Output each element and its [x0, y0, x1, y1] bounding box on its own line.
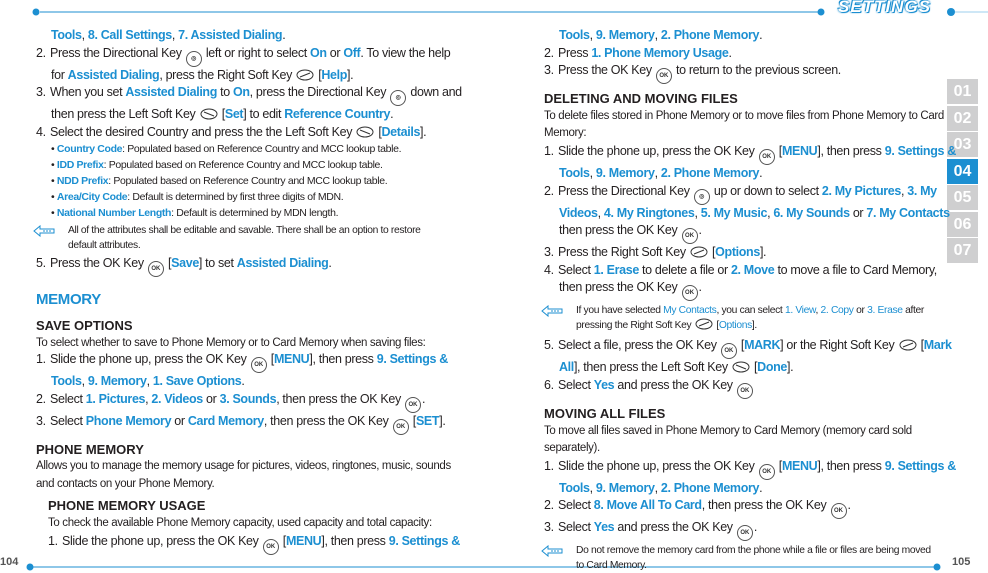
- directional-key-icon: ◎: [390, 90, 406, 106]
- ok-key-icon: OK: [737, 383, 753, 399]
- subsubsection-heading: PHONE MEMORY USAGE: [48, 498, 206, 514]
- chapter-tab[interactable]: 03: [947, 132, 978, 157]
- step-item: 5. Select a file, press the OK Key OK [MARK] or the Right Soft Key [Mark: [544, 337, 936, 359]
- step-item: 2. Press the Directional Key ◎ left or right to select On or Off. To view the help: [36, 45, 441, 67]
- left-soft-key-icon: [200, 108, 218, 120]
- chapter-tab[interactable]: 01: [947, 79, 978, 104]
- right-soft-key-icon: [690, 246, 708, 258]
- ok-key-icon: OK: [682, 285, 698, 301]
- step-item: 3. Select Phone Memory or Card Memory, then press the OK Key OK [SET].: [36, 413, 441, 435]
- text-line: for Assisted Dialing, press the Right Soft Key [Help].: [51, 67, 354, 82]
- list-item: • NDD Prefix: Populated based on Reference Country and MCC lookup table.: [51, 175, 388, 188]
- ok-key-icon: OK: [148, 261, 164, 277]
- note-icon: [540, 305, 568, 317]
- step-item: 1. Slide the phone up, press the OK Key OK [MENU], then press 9. Settings &: [544, 143, 936, 165]
- right-soft-key-icon: [899, 339, 917, 351]
- step-item: 4. Select 1. Erase to delete a file or 2. Move to move a file to Card Memory,: [544, 262, 937, 277]
- ok-key-icon: OK: [393, 419, 409, 435]
- directional-key-icon: ◎: [186, 51, 202, 67]
- step-item: 1. Slide the phone up, press the OK Key OK [MENU], then press 9. Settings &: [36, 351, 441, 373]
- text-line: then press the OK Key OK .: [544, 279, 936, 301]
- ok-key-icon: OK: [263, 539, 279, 555]
- step-item: 3. Press the OK Key OK to return to the previous screen.: [544, 62, 936, 84]
- subsection-heading: PHONE MEMORY: [36, 441, 144, 457]
- paragraph: and contacts on your Phone Memory.: [36, 477, 215, 490]
- note-icon: [32, 225, 60, 237]
- subsection-heading: SAVE OPTIONS: [36, 318, 133, 334]
- step-item: 2. Press the Directional Key ◎ up or down to select 2. My Pictures, 3. My: [544, 183, 936, 205]
- subsection-heading: DELETING AND MOVING FILES: [544, 91, 738, 107]
- ok-key-icon: OK: [721, 343, 737, 359]
- text-line: Tools, 9. Memory, 2. Phone Memory.: [559, 28, 763, 42]
- chapter-tab[interactable]: 06: [947, 212, 978, 237]
- paragraph: Memory:: [544, 127, 587, 140]
- list-item: • IDD Prefix: Populated based on Reference Country and MCC lookup table.: [51, 159, 383, 172]
- list-item: • Area/City Code: Default is determined by first three digits of MDN.: [51, 191, 344, 204]
- step-item: 3. When you set Assisted Dialing to On, press the Directional Key ◎ down and: [36, 84, 441, 106]
- text-line: then press the Left Soft Key [Set] to edit Reference Country.: [51, 107, 394, 122]
- text-line: Tools, 9. Memory, 2. Phone Memory.: [559, 165, 763, 180]
- ok-key-icon: OK: [251, 357, 267, 373]
- step-item: 2. Press 1. Phone Memory Usage.: [544, 45, 732, 60]
- paragraph: To move all files saved in Phone Memory to Card Memory (memory card sold: [544, 424, 912, 437]
- chapter-tab[interactable]: 07: [947, 238, 978, 263]
- page-number-right: 105: [952, 556, 971, 568]
- right-soft-key-icon: [695, 318, 713, 330]
- list-item: • National Number Length: Default is determined by MDN length.: [51, 207, 339, 220]
- step-item: 6. Select Yes and press the OK Key OK: [544, 377, 936, 399]
- ok-key-icon: OK: [682, 228, 698, 244]
- bullet-list: [36, 141, 441, 221]
- paragraph: To delete files stored in Phone Memory or to move files from Phone Memory to Card: [544, 109, 944, 122]
- subsection-heading: MOVING ALL FILES: [544, 405, 666, 421]
- chapter-tab[interactable]: 02: [947, 106, 978, 131]
- chapter-tabs: [947, 79, 978, 265]
- paragraph: To select whether to save to Phone Memory or to Card Memory when saving files:: [36, 336, 426, 349]
- step-item: 3. Select Yes and press the OK Key OK .: [544, 519, 936, 541]
- section-title: SETTINGS: [838, 0, 932, 16]
- ok-key-icon: OK: [737, 525, 753, 541]
- paragraph: separately).: [544, 442, 600, 455]
- directional-key-icon: ◎: [694, 189, 710, 205]
- chapter-tab-active[interactable]: 04: [947, 159, 978, 184]
- step-item: 1. Slide the phone up, press the OK Key OK [MENU], then press 9. Settings &: [544, 458, 936, 480]
- text-line: Tools, 9. Memory, 1. Save Options.: [51, 373, 245, 388]
- section-heading: MEMORY: [36, 291, 101, 309]
- paragraph: Allows you to manage the memory usage for pictures, videos, ringtones, music, sounds: [36, 460, 451, 473]
- text-line: then press the OK Key OK .: [544, 222, 936, 244]
- paragraph: To check the available Phone Memory capacity, used capacity and total capacity:: [48, 516, 432, 529]
- left-soft-key-icon: [356, 126, 374, 138]
- text-line: All], then press the Left Soft Key [Done].: [559, 360, 794, 375]
- text-line: Tools, 8. Call Settings, 7. Assisted Dialing.: [51, 28, 286, 42]
- ok-key-icon: OK: [831, 503, 847, 519]
- ok-key-icon: OK: [405, 397, 421, 413]
- step-item: 5. Press the OK Key OK [Save] to set Assisted Dialing.: [36, 255, 441, 277]
- ok-key-icon: OK: [759, 149, 775, 165]
- step-item: 2. Select 8. Move All To Card, then press the OK Key OK .: [544, 497, 936, 519]
- note: All of the attributes shall be editable and savable. There shall be an option to restore default attributes.: [36, 223, 441, 253]
- note: Do not remove the memory card from the phone while a file or files are being moved to Card Memory.: [544, 543, 936, 573]
- note: If you have selected My Contacts, you can select 1. View, 2. Copy or 3. Erase after pressing the Right Soft Key [Options].: [544, 303, 936, 333]
- right-soft-key-icon: [296, 69, 314, 81]
- text-line: Videos, 4. My Ringtones, 5. My Music, 6. My Sounds or 7. My Contacts: [559, 205, 950, 220]
- step-item: 4. Select the desired Country and press the the Left Soft Key [Details].: [36, 124, 427, 139]
- step-item: 2. Select 1. Pictures, 2. Videos or 3. Sounds, then press the OK Key OK .: [36, 391, 441, 413]
- step-item: 3. Press the Right Soft Key [Options].: [544, 245, 767, 260]
- left-soft-key-icon: [732, 361, 750, 373]
- ok-key-icon: OK: [656, 68, 672, 84]
- left-page: [36, 27, 462, 555]
- text-line: Tools, 9. Memory, 2. Phone Memory.: [559, 480, 763, 495]
- ok-key-icon: OK: [759, 464, 775, 480]
- page-number-left: 104: [0, 556, 19, 568]
- right-page: [544, 27, 956, 573]
- list-item: • Country Code: Populated based on Reference Country and MCC lookup table.: [51, 143, 402, 156]
- step-item: 1. Slide the phone up, press the OK Key OK [MENU], then press 9. Settings &: [36, 533, 441, 555]
- chapter-tab[interactable]: 05: [947, 185, 978, 210]
- note-icon: [540, 545, 568, 557]
